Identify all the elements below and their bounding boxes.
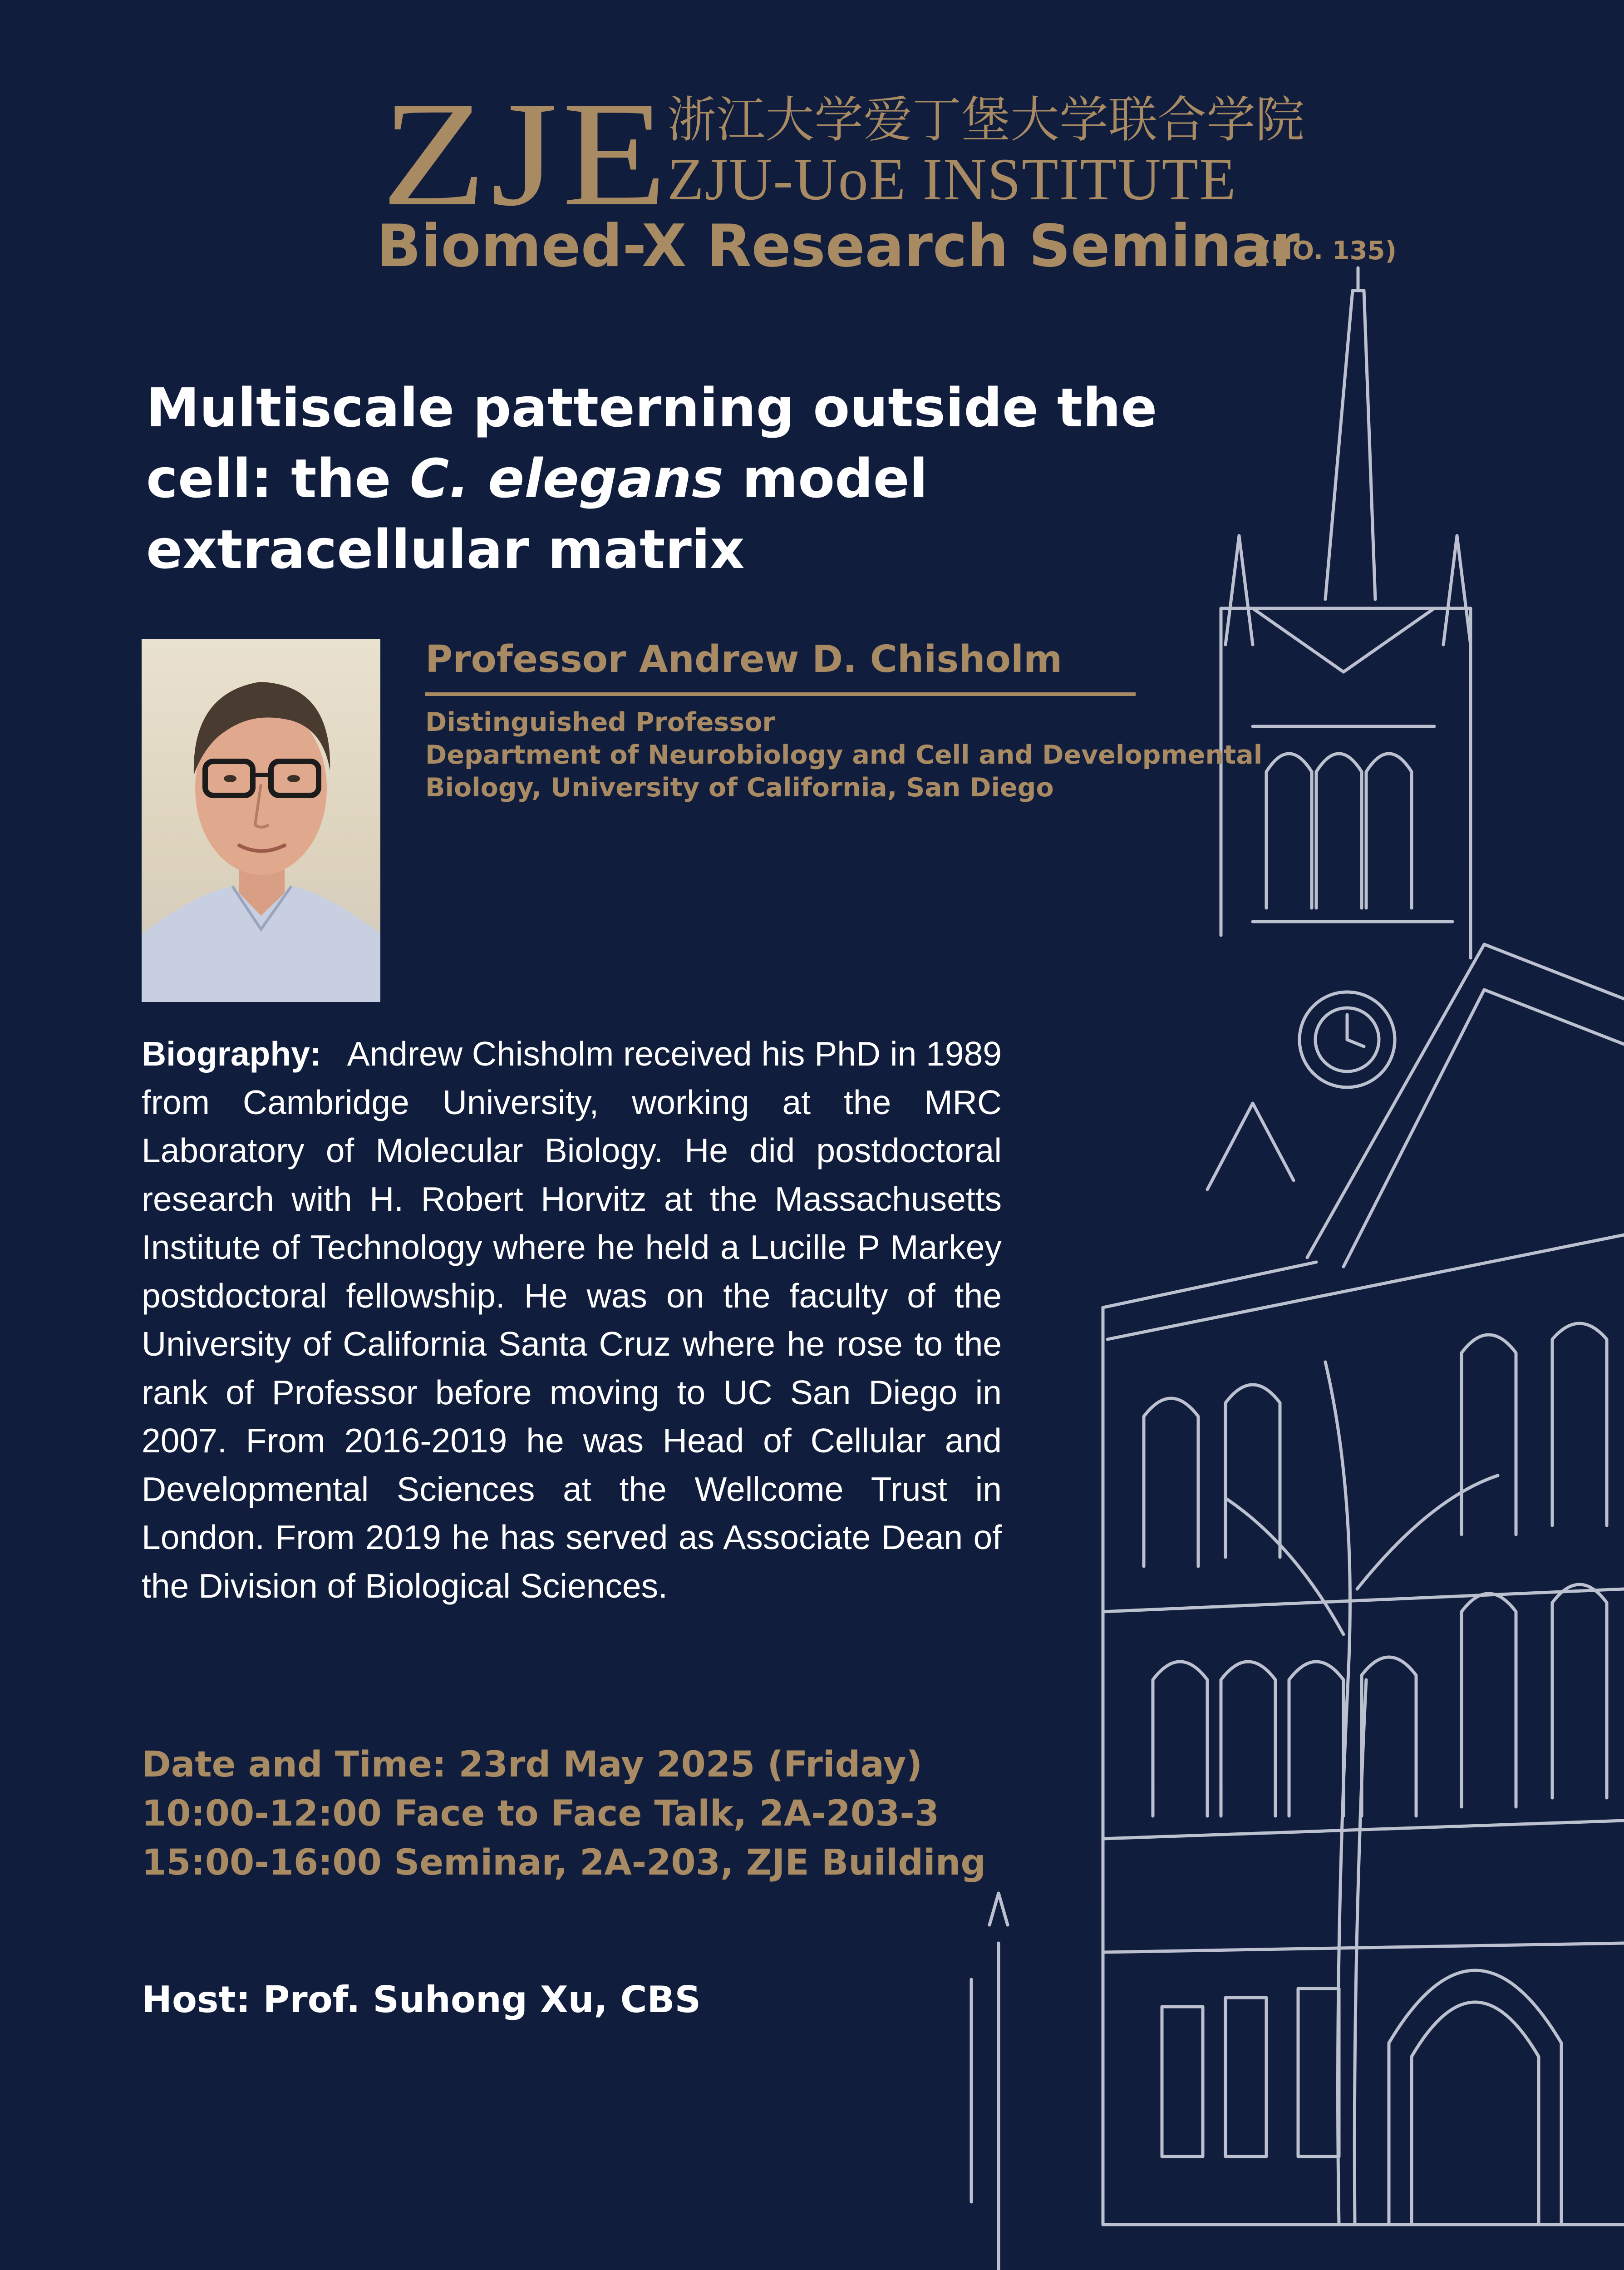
- seminar-series-title: Biomed-X Research Seminar: [377, 212, 1300, 280]
- biography: [142, 1030, 1002, 1610]
- speaker-department-line1: Department of Neurobiology and Cell and Developmental: [425, 740, 1263, 770]
- institute-name-chinese: 浙江大学爱丁堡大学联合学院: [667, 92, 1305, 148]
- schedule-face-to-face: 10:00-12:00 Face to Face Talk, 2A-203-3: [142, 1793, 940, 1834]
- institute-name-english: ZJU-UoE INSTITUTE: [667, 146, 1237, 212]
- talk-title-italic: C. elegans: [409, 447, 724, 510]
- speaker-affiliation: [425, 706, 1263, 804]
- host: Host: Prof. Suhong Xu, CBS: [142, 1979, 701, 2021]
- biography-label: Biography:: [142, 1035, 321, 1073]
- schedule: [142, 1740, 986, 1887]
- speaker-divider: [425, 692, 1136, 696]
- speaker-portrait-icon: [142, 639, 380, 1002]
- talk-title: [146, 372, 1235, 585]
- zje-logo: ZJE: [381, 71, 671, 237]
- talk-title-part2: model extracellular matrix: [146, 447, 928, 581]
- speaker-position: Distinguished Professor: [425, 707, 775, 737]
- schedule-date: Date and Time: 23rd May 2025 (Friday): [142, 1744, 923, 1785]
- seminar-number: (NO. 135): [1260, 236, 1397, 266]
- speaker-portrait-photo: [142, 639, 380, 1002]
- biography-text: Andrew Chisholm received his PhD in 1989 from Cambridge University, working at the MRC Laboratory of Molecular Biology. He did postdoctoral research with H. Robert Horvitz at the Massachusetts Institute of Technology where he held a Lucille P Markey postdoctoral fellowship. He was on the faculty of the University of California Santa Cruz where he rose to the rank of Professor before moving to UC San Diego in 2007. From 2016-2019 he was Head of Cellular and Developmental Sciences at the Wellcome Trust in London. From 2019 he has served as Associate Dean of the Division of Biological Sciences.: [142, 1035, 1002, 1605]
- speaker-department-line2: Biology, University of California, San Diego: [425, 773, 1054, 803]
- speaker-name: Professor Andrew D. Chisholm: [425, 638, 1063, 681]
- schedule-seminar: 15:00-16:00 Seminar, 2A-203, ZJE Building: [142, 1842, 986, 1883]
- talk-title-part1: Multiscale patterning outside the cell: the: [146, 376, 1157, 510]
